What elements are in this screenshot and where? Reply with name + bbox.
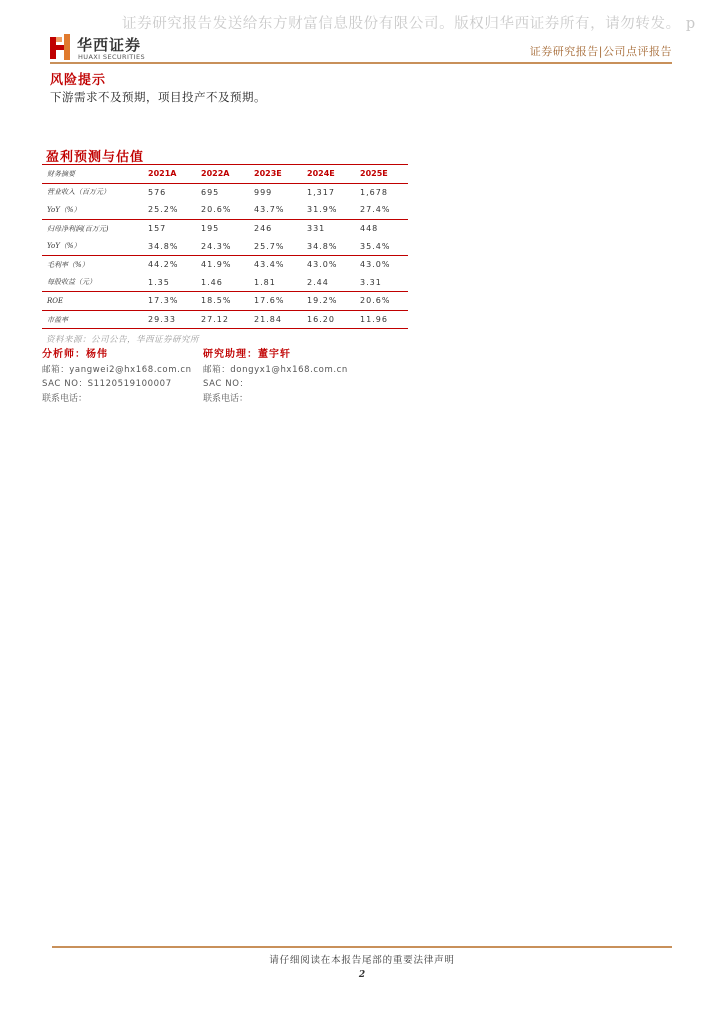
table-cell: 2.44 <box>302 274 355 292</box>
risk-text: 下游需求不及预期，项目投产不及预期。 <box>50 90 266 104</box>
watermark: 证券研究报告发送给东方财富信息股份有限公司。版权归华西证券所有，请勿转发。 p <box>122 16 696 32</box>
table-cell: 41.9% <box>201 260 232 270</box>
research-assistant-block <box>203 345 348 402</box>
table-cell: 35.4% <box>355 237 408 255</box>
table-cell: 1.35 <box>143 274 196 292</box>
table-header-cell: 2023E <box>254 169 282 179</box>
row-label: YoY（%） <box>42 201 143 219</box>
report-type-label: 证券研究报告|公司点评报告 <box>529 45 672 58</box>
table-source-note: 资料来源：公司公告，华西证券研究所 <box>46 335 200 345</box>
brand-name-cn: 华西证券 <box>77 36 142 54</box>
table-row <box>42 274 408 292</box>
table-cell: 19.2% <box>302 292 355 311</box>
table-cell: 43.0% <box>360 260 391 270</box>
table-header-cell: 2022A <box>201 169 230 179</box>
row-label: 市盈率 <box>42 310 143 329</box>
table-cell: 25.2% <box>143 201 196 219</box>
table-cell: 331 <box>307 224 326 234</box>
table-header-cell: 2025E <box>360 169 388 179</box>
table-cell: 34.8% <box>302 237 355 255</box>
footer-divider <box>52 946 672 948</box>
table-cell: 34.8% <box>143 237 196 255</box>
assistant-phone: 联系电话： <box>203 394 249 404</box>
table-cell: 31.9% <box>302 201 355 219</box>
table-cell: 1.46 <box>196 274 249 292</box>
table-row <box>42 310 408 329</box>
table-cell: 43.7% <box>249 201 302 219</box>
assistant-email: 邮箱：dongyx1@hx168.com.cn <box>203 365 348 375</box>
table-row <box>42 183 408 201</box>
table-row <box>42 201 408 219</box>
table-cell: 195 <box>201 224 220 234</box>
row-label: 毛利率（%） <box>47 260 89 269</box>
table-cell: 3.31 <box>355 274 408 292</box>
table-cell: 246 <box>254 224 273 234</box>
table-cell: 448 <box>360 224 379 234</box>
table-cell: 1,678 <box>360 187 388 197</box>
analyst-name: 分析师：杨伟 <box>42 349 108 360</box>
table-cell: 576 <box>148 187 167 197</box>
forecast-section-title: 盈利预测与估值 <box>46 150 145 165</box>
huaxi-logo-icon <box>50 34 72 60</box>
table-cell: 24.3% <box>196 237 249 255</box>
table-cell: 1.81 <box>249 274 302 292</box>
table-cell: 1,317 <box>307 187 335 197</box>
row-label: 归母净利润(百万元) <box>47 224 109 233</box>
table-row <box>42 255 408 273</box>
assistant-name: 研究助理：董宇轩 <box>203 349 291 360</box>
row-label: 每股收益（元） <box>42 274 143 292</box>
table-cell: 157 <box>148 224 167 234</box>
brand-name-en: HUAXI SECURITIES <box>78 53 146 61</box>
table-cell: 11.96 <box>355 310 408 329</box>
table-cell: 17.3% <box>143 292 196 311</box>
table-cell: 20.6% <box>196 201 249 219</box>
header-divider <box>50 62 672 64</box>
table-cell: 18.5% <box>196 292 249 311</box>
table-header-cell: 2024E <box>307 169 335 179</box>
forecast-table-container <box>42 164 408 329</box>
table-row <box>42 219 408 237</box>
legal-notice: 请仔细阅读在本报告尾部的重要法律声明 <box>269 955 455 966</box>
analyst-sac: SAC NO：S1120519100007 <box>42 379 172 389</box>
table-header-cell: 财务摘要 <box>47 169 75 178</box>
table-cell: 999 <box>254 187 273 197</box>
table-row <box>42 292 408 311</box>
table-cell: 44.2% <box>148 260 179 270</box>
page-number: 2 <box>358 970 366 980</box>
table-row <box>42 237 408 255</box>
assistant-sac: SAC NO： <box>203 379 249 389</box>
table-cell: 27.4% <box>355 201 408 219</box>
table-cell: 29.33 <box>143 310 196 329</box>
table-header-cell: 2021A <box>148 169 177 179</box>
forecast-table <box>42 164 408 329</box>
table-cell: 43.0% <box>307 260 338 270</box>
table-cell: 695 <box>201 187 220 197</box>
table-header-row <box>42 165 408 184</box>
table-cell: 16.20 <box>302 310 355 329</box>
table-cell: 21.84 <box>249 310 302 329</box>
analyst-email: 邮箱：yangwei2@hx168.com.cn <box>42 365 192 375</box>
analyst-block <box>42 345 192 402</box>
row-label: 营业收入（百万元） <box>47 188 110 197</box>
analyst-phone: 联系电话： <box>42 394 88 404</box>
table-cell: 25.7% <box>249 237 302 255</box>
table-cell: 43.4% <box>254 260 285 270</box>
row-label: YoY（%） <box>42 237 143 255</box>
risk-section-title: 风险提示 <box>50 73 107 88</box>
brand-logo <box>50 34 180 64</box>
table-cell: 27.12 <box>196 310 249 329</box>
table-cell: 20.6% <box>355 292 408 311</box>
table-cell: 17.6% <box>249 292 302 311</box>
row-label: ROE <box>42 292 143 311</box>
